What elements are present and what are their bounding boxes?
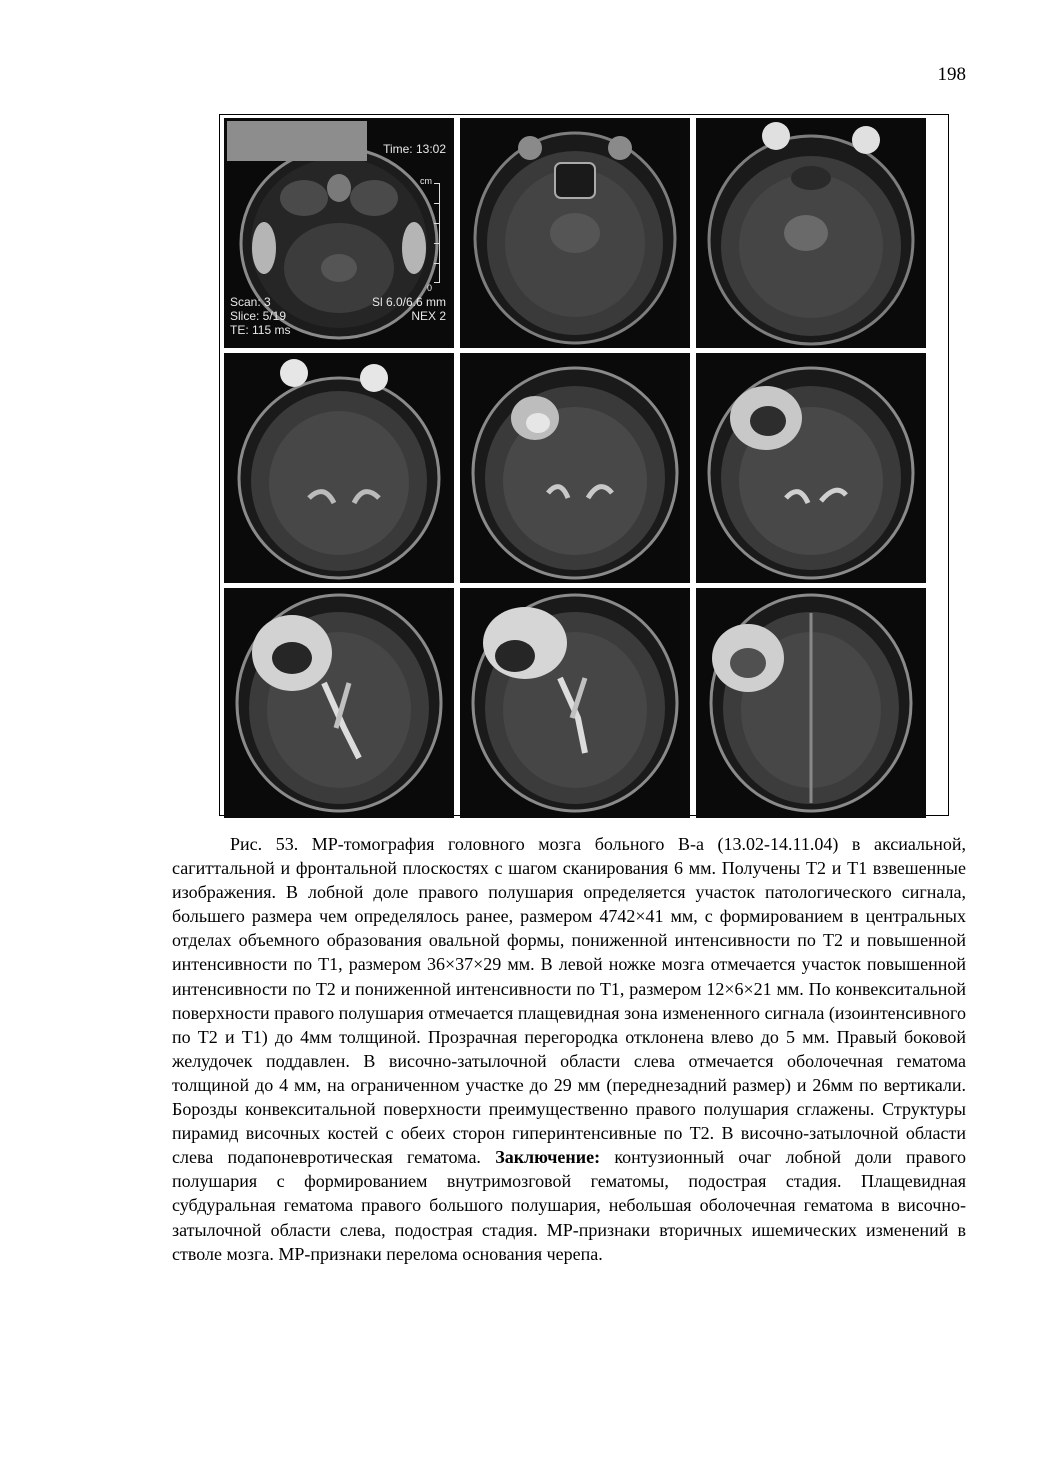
- mri-scan-2: [460, 118, 690, 348]
- mri-scan-8: [460, 588, 690, 818]
- conclusion-label: Заключение:: [495, 1147, 601, 1168]
- redaction-box: [227, 121, 367, 161]
- mri-scan-3: [696, 118, 926, 348]
- mri-scan-5: [460, 353, 690, 583]
- mri-scan-1: [224, 118, 454, 348]
- nex-label: NEX 2: [411, 309, 446, 323]
- caption-text-part1: Рис. 53. МР-томография головного мозга больного В-а (13.02-14.11.04) в аксиальной, сагиттальной и фронтальной плоскостях с шагом сканирования 6 мм. Получены Т2 и Т1 взвешенные изображения. В лобной доле правого полушария определяется участок патологического сигнала, большего размера чем определялось ранее, размером 4742×41 мм, с формированием в центральных отделах объемного образования овальной формы, пониженной интенсивности по Т2 и повышенной интенсивности по Т1, размером 36×37×29 мм. В левой ножке мозга отмечается участок повышенной интенсивности по Т2 и пониженной интенсивности по Т1, размером 12×6×21 мм. По конвекситальной поверхности правого полушария отмечается плащевидная зона измененного сигнала (изоинтенсивного по Т2 и Т1) до 4мм толщиной. Прозрачная перегородка отклонена влево до 5 мм. Правый боковой желудочек поддавлен. В височно-затылочной области слева отмечается оболочечная гематома толщиной до 4 мм, на ограниченном участке до 29 мм (переднезадний размер) и 26мм по вертикали. Борозды конвекситальной поверхности преимущественно правого полушария сглажены. Структуры пирамид височных костей с обеих сторон гиперинтенсивные по Т2. В височно-затылочной области слева подапоневротическая гематома.: [172, 834, 966, 1168]
- scan-info-left: [230, 295, 290, 337]
- slice-thickness-label: Sl 6.0/6.6 mm: [371, 295, 446, 309]
- scan-info-right: [372, 295, 446, 323]
- mri-figure: [219, 114, 949, 816]
- ruler-unit-label: cm: [420, 176, 432, 186]
- caption-text-part2: контузионный очаг лобной доли правого полушария с формированием внутримозговой гематомы, подострая стадия. Плащевидная субдуральная гематома правого большого полушария, небольшая оболочечная гематома в височно-затылочной области слева, подострая стадия. МР-признаки вторичных ишемических изменений в стволе мозга. МР-признаки перелома основания черепа.: [172, 1147, 966, 1264]
- slice-number-label: Slice: 5/19: [230, 309, 287, 323]
- ruler-zero-label: 0: [426, 283, 432, 293]
- mri-scan-6: [696, 353, 926, 583]
- mri-scan-4: [224, 353, 454, 583]
- mri-scan-9: [696, 588, 926, 818]
- mri-scan-7: [224, 588, 454, 818]
- scan-time-label: Time: 13:02: [383, 142, 446, 156]
- figure-caption: [172, 832, 966, 1266]
- page-number: 198: [937, 64, 966, 85]
- scan-number-label: Scan: 3: [230, 295, 271, 309]
- scale-ruler: [431, 183, 440, 283]
- echo-time-label: TE: 115 ms: [230, 323, 291, 337]
